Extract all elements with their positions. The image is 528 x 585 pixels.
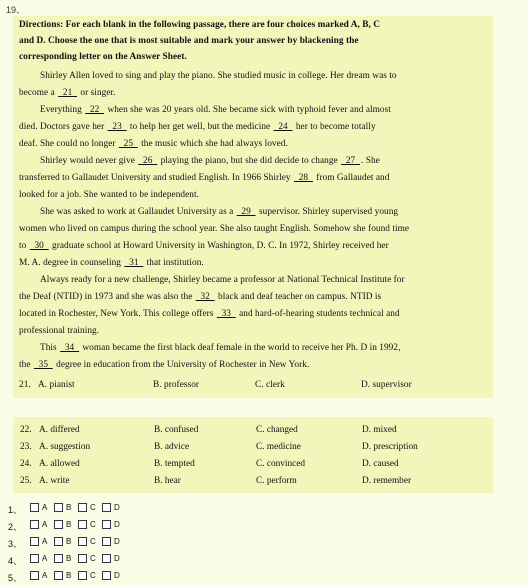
- answer-checkbox-d[interactable]: [102, 537, 111, 546]
- passage-text-span: supervisor. Shirley supervised young: [256, 207, 399, 217]
- blank-27: 27: [341, 156, 360, 166]
- passage-line: [19, 122, 376, 132]
- option-a: A. write: [39, 476, 70, 486]
- passage-line: [40, 207, 398, 217]
- blank-23: 23: [107, 122, 127, 132]
- passage-line: [40, 156, 380, 166]
- passage-line: [19, 241, 389, 251]
- question-number: 19、: [6, 5, 26, 15]
- answer-checkbox-b[interactable]: [54, 571, 63, 580]
- passage-text-span: and hard-of-hearing students technical and: [236, 309, 400, 319]
- passage-text-span: She was asked to work at Gallaudet University as a: [40, 207, 236, 217]
- option-d: D. caused: [362, 459, 399, 469]
- passage-line: [19, 139, 288, 149]
- blank-33: 33: [216, 309, 236, 319]
- passage-line: [19, 326, 99, 336]
- answer-checkbox-d[interactable]: [102, 554, 111, 563]
- passage-text-span: Everything: [40, 105, 85, 115]
- passage-text-span: the: [19, 360, 33, 370]
- answer-label-b: B: [66, 537, 72, 546]
- blank-21: 21: [58, 88, 78, 98]
- passage-line: [19, 190, 199, 200]
- answer-checkbox-d[interactable]: [102, 503, 111, 512]
- blank-29: 29: [236, 207, 256, 217]
- option-c: C. clerk: [255, 380, 285, 390]
- option-a: A. differed: [39, 425, 80, 435]
- blank-28: 28: [293, 173, 313, 183]
- option-b: B. confused: [154, 425, 199, 435]
- passage-text-span: or singer.: [78, 88, 116, 98]
- option-d: D. remember: [362, 476, 412, 486]
- answer-label-b: B: [66, 503, 72, 512]
- answer-label-a: A: [42, 503, 48, 512]
- passage-text-span: Shirley would never give: [40, 156, 138, 166]
- blank-34: 34: [60, 343, 80, 353]
- answer-checkbox-c[interactable]: [78, 554, 87, 563]
- blank-30: 30: [29, 241, 49, 251]
- blank-31: 31: [124, 258, 144, 268]
- passage-text-span: died. Doctors gave her: [19, 122, 107, 132]
- option-b: B. hear: [154, 476, 181, 486]
- passage-text-span: Always ready for a new challenge, Shirley became a professor at National Technical Institute for: [40, 275, 405, 285]
- answer-label-b: B: [66, 554, 72, 563]
- answer-label-a: A: [42, 537, 48, 546]
- passage-text-span: degree in education from the University of Rochester in New York.: [53, 360, 310, 370]
- answer-label-a: A: [42, 520, 48, 529]
- answer-checkbox-a[interactable]: [30, 571, 39, 580]
- passage-line: [40, 71, 397, 81]
- option-a: A. allowed: [39, 459, 80, 469]
- passage-line: [19, 360, 309, 370]
- option-b: B. professor: [153, 380, 200, 390]
- option-number: 23.: [20, 442, 32, 452]
- passage-line: [40, 343, 400, 353]
- passage-text-span: the music which she had always loved.: [138, 139, 288, 149]
- option-number: 22.: [20, 425, 32, 435]
- directions-line: corresponding letter on the Answer Sheet.: [19, 52, 187, 62]
- option-a: A. pianist: [38, 380, 75, 390]
- answer-number: 3、: [8, 539, 23, 549]
- answer-label-c: C: [90, 520, 96, 529]
- answer-checkbox-b[interactable]: [54, 503, 63, 512]
- option-c: C. medicine: [256, 442, 301, 452]
- answer-label-c: C: [90, 571, 96, 580]
- passage-text-span: transferred to Gallaudet University and studied English. In 1966 Shirley: [19, 173, 293, 183]
- passage-text-span: located in Rochester, New York. This college offers: [19, 309, 216, 319]
- option-number: 25.: [20, 476, 32, 486]
- answer-label-c: C: [90, 537, 96, 546]
- passage-text-span: graduate school at Howard University in Washington, D. C. In 1972, Shirley received her: [49, 241, 389, 251]
- blank-25: 25: [118, 139, 138, 149]
- option-number: 21.: [19, 380, 31, 390]
- answer-label-d: D: [114, 554, 120, 563]
- answer-checkbox-d[interactable]: [102, 571, 111, 580]
- option-c: C. changed: [256, 425, 298, 435]
- answer-checkbox-a[interactable]: [30, 554, 39, 563]
- answer-number: 2、: [8, 522, 23, 532]
- passage-text-span: when she was 20 years old. She became sick with typhoid fever and almost: [105, 105, 391, 115]
- passage-panel: [13, 16, 493, 398]
- blank-22: 22: [85, 105, 105, 115]
- blank-35: 35: [33, 360, 53, 370]
- passage-line: [40, 105, 391, 115]
- passage-text-span: from Gallaudet and: [313, 173, 390, 183]
- passage-text-span: black and deaf teacher on campus. NTID is: [215, 292, 382, 302]
- passage-text-span: deaf. She could no longer: [19, 139, 118, 149]
- answer-label-d: D: [114, 520, 120, 529]
- option-d: D. prescription: [362, 442, 418, 452]
- passage-text-span: . She: [361, 156, 380, 166]
- answer-checkbox-c[interactable]: [78, 571, 87, 580]
- option-b: B. advice: [154, 442, 190, 452]
- passage-text-span: professional training.: [19, 326, 100, 336]
- answer-label-d: D: [114, 571, 120, 580]
- passage-text-span: playing the piano, but she did decide to change: [158, 156, 341, 166]
- answer-checkbox-c[interactable]: [78, 520, 87, 529]
- option-number: 24.: [20, 459, 32, 469]
- answer-checkbox-a[interactable]: [30, 520, 39, 529]
- passage-text-span: that institution.: [144, 258, 204, 268]
- answer-number: 5、: [8, 573, 23, 583]
- blank-26: 26: [138, 156, 158, 166]
- option-b: B. tempted: [154, 459, 195, 469]
- passage-text-span: This: [40, 343, 60, 353]
- answer-checkbox-b[interactable]: [54, 537, 63, 546]
- answer-checkbox-c[interactable]: [78, 537, 87, 546]
- passage-line: [19, 224, 409, 234]
- answer-label-c: C: [90, 554, 96, 563]
- answer-label-a: A: [42, 571, 48, 580]
- answer-label-b: B: [66, 520, 72, 529]
- blank-24: 24: [273, 122, 293, 132]
- passage-text-span: M. A. degree in counseling: [19, 258, 124, 268]
- passage-text-span: woman became the first black deaf female in the world to receive her Ph. D in 1992,: [80, 343, 401, 353]
- passage-text-span: to help her get well, but the medicine: [127, 122, 273, 132]
- passage-line: [19, 292, 381, 302]
- passage-line: [19, 173, 389, 183]
- passage-text-span: women who lived on campus during the school year. She also taught English. Somehow she found time: [19, 224, 410, 234]
- passage-text-span: looked for a job. She wanted to be independent.: [19, 190, 199, 200]
- passage-text-span: become a: [19, 88, 58, 98]
- answer-label-d: D: [114, 503, 120, 512]
- option-c: C. convinced: [256, 459, 306, 469]
- passage-line: [40, 275, 405, 285]
- option-c: C. perform: [256, 476, 297, 486]
- answer-number: 4、: [8, 556, 23, 566]
- passage-text-span: Shirley Allen loved to sing and play the piano. She studied music in college. Her dream was to: [40, 71, 397, 81]
- passage-line: [19, 309, 400, 319]
- option-d: D. mixed: [362, 425, 397, 435]
- answer-label-d: D: [114, 537, 120, 546]
- passage-line: [19, 258, 204, 268]
- directions-line: Directions: For each blank in the following passage, there are four choices marked A, B, C: [19, 20, 381, 30]
- answer-checkbox-a[interactable]: [30, 537, 39, 546]
- passage-text-span: to: [19, 241, 29, 251]
- options-panel: [13, 417, 493, 493]
- passage-text-span: the Deaf (NTID) in 1973 and she was also the: [19, 292, 195, 302]
- answer-checkbox-b[interactable]: [54, 554, 63, 563]
- answer-checkbox-b[interactable]: [54, 520, 63, 529]
- passage-text-span: her to become totally: [293, 122, 376, 132]
- answer-checkbox-a[interactable]: [30, 503, 39, 512]
- passage-line: [19, 88, 116, 98]
- option-d: D. supervisor: [361, 380, 412, 390]
- answer-checkbox-c[interactable]: [78, 503, 87, 512]
- answer-label-b: B: [66, 571, 72, 580]
- option-a: A. suggestion: [39, 442, 91, 452]
- answer-checkbox-d[interactable]: [102, 520, 111, 529]
- blank-32: 32: [195, 292, 215, 302]
- answer-number: 1、: [8, 505, 23, 515]
- answer-label-a: A: [42, 554, 48, 563]
- directions-line: and D. Choose the one that is most suitable and mark your answer by blackening the: [19, 36, 359, 46]
- answer-label-c: C: [90, 503, 96, 512]
